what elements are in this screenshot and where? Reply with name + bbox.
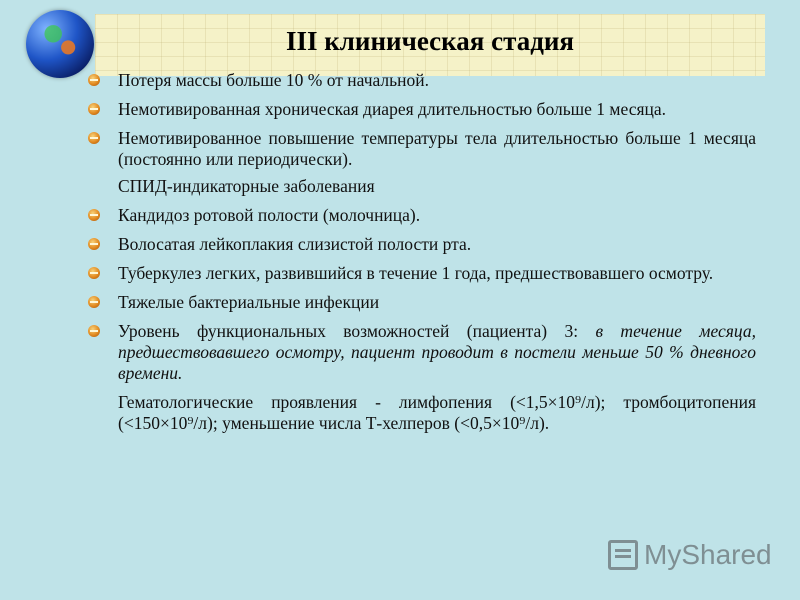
bullet-icon — [88, 296, 100, 308]
bullet-icon — [88, 325, 100, 337]
list-item: Немотивированное повышение температуры тела длительностью больше 1 месяца (постоянно или периодически). — [88, 128, 756, 170]
list-item: Кандидоз ротовой полости (молочница). — [88, 205, 756, 226]
list-subheading: СПИД-индикаторные заболевания — [118, 176, 375, 196]
list-item: Потеря массы больше 10 % от начальной. — [88, 70, 756, 91]
bullet-list — [88, 70, 756, 442]
logo-icon — [608, 540, 638, 570]
list-item: Волосатая лейкоплакия слизистой полости рта. — [88, 234, 756, 255]
bullet-icon — [88, 103, 100, 115]
list-item: Уровень функциональных возможностей (пациента) 3: в течение месяца, предшествовавшего осмотру, пациент проводит в постели меньше 50 % дневного времени. — [88, 321, 756, 384]
bullet-icon — [88, 267, 100, 279]
bullet-icon — [88, 74, 100, 86]
list-item: Немотивированная хроническая диарея длительностью больше 1 месяца. — [88, 99, 756, 120]
list-item-hematology: Гематологические проявления - лимфопения (<1,5×10⁹/л); тромбоцитопения (<150×10⁹/л); уменьшение числа Т-хелперов (<0,5×10⁹/л). — [118, 392, 756, 433]
bullet-icon — [88, 132, 100, 144]
bullet-icon — [88, 238, 100, 250]
myshared-logo: MyShared — [608, 535, 772, 575]
slide-title: III клиническая стадия — [285, 26, 575, 56]
list-item: Туберкулез легких, развившийся в течение 1 года, предшествовавшего осмотру. — [88, 263, 756, 284]
bullet-icon — [88, 209, 100, 221]
list-item: Тяжелые бактериальные инфекции — [88, 292, 756, 313]
globe-icon — [26, 10, 94, 78]
